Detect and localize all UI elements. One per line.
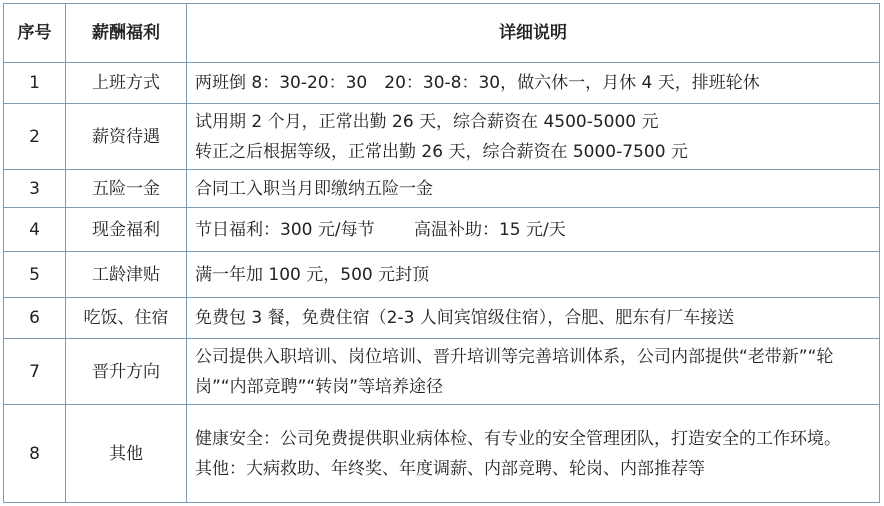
- row-num: 1: [4, 63, 66, 104]
- detail-line: 免费包 3 餐，免费住宿（2-3 人间宾馆级住宿），合肥、肥东有厂车接送: [195, 308, 735, 328]
- row-num: 7: [4, 339, 66, 405]
- row-num: 3: [4, 170, 66, 208]
- table-row: [4, 208, 880, 252]
- row-detail: [187, 208, 880, 252]
- header-row: [4, 4, 880, 63]
- detail-line: 合同工入职当月即缴纳五险一金: [195, 178, 433, 199]
- row-detail: [187, 405, 880, 503]
- row-name: 其他: [66, 405, 187, 503]
- detail-line: 试用期 2 个月，正常出勤 26 天，综合薪资在 4500-5000 元: [195, 111, 659, 132]
- table-row: [4, 252, 880, 298]
- detail-line: 公司提供入职培训、岗位培训、晋升培训等完善培训体系，公司内部提供“老带新”“轮岗”“内部竞聘”“转岗”等培养途径: [195, 346, 834, 397]
- header-detail: 详细说明: [187, 4, 880, 63]
- row-name: 吃饭、住宿: [66, 298, 187, 339]
- header-num: 序号: [4, 4, 66, 63]
- table-row: [4, 104, 880, 170]
- row-num: 8: [4, 405, 66, 503]
- row-num: 5: [4, 252, 66, 298]
- row-num: 2: [4, 104, 66, 170]
- table-row: [4, 170, 880, 208]
- detail-line: 健康安全：公司免费提供职业病体检、有专业的安全管理团队，打造安全的工作环境。: [195, 428, 841, 449]
- row-detail: [187, 298, 880, 339]
- row-name: 上班方式: [66, 63, 187, 104]
- row-detail: [187, 104, 880, 170]
- detail-line: 节日福利：300 元/每节 高温补助：15 元/天: [195, 219, 566, 240]
- detail-line: 两班倒 8：30-20：30 20：30-8：30，做六休一，月休 4 天，排班轮休: [195, 73, 760, 93]
- row-name: 五险一金: [66, 170, 187, 208]
- row-detail: [187, 339, 880, 405]
- row-name: 薪资待遇: [66, 104, 187, 170]
- row-name: 晋升方向: [66, 339, 187, 405]
- row-detail: [187, 170, 880, 208]
- benefits-table: [3, 3, 880, 503]
- table-row: [4, 405, 880, 503]
- detail-line: 满一年加 100 元，500 元封顶: [195, 264, 430, 285]
- row-name: 现金福利: [66, 208, 187, 252]
- table-row: [4, 63, 880, 104]
- table-row: [4, 298, 880, 339]
- header-name: 薪酬福利: [66, 4, 187, 63]
- detail-line: 其他：大病救助、年终奖、年度调薪、内部竞聘、轮岗、内部推荐等: [195, 458, 705, 479]
- row-detail: [187, 63, 880, 104]
- detail-line: 转正之后根据等级，正常出勤 26 天，综合薪资在 5000-7500 元: [195, 141, 688, 162]
- row-num: 4: [4, 208, 66, 252]
- row-name: 工龄津贴: [66, 252, 187, 298]
- row-detail: [187, 252, 880, 298]
- table-row: [4, 339, 880, 405]
- row-num: 6: [4, 298, 66, 339]
